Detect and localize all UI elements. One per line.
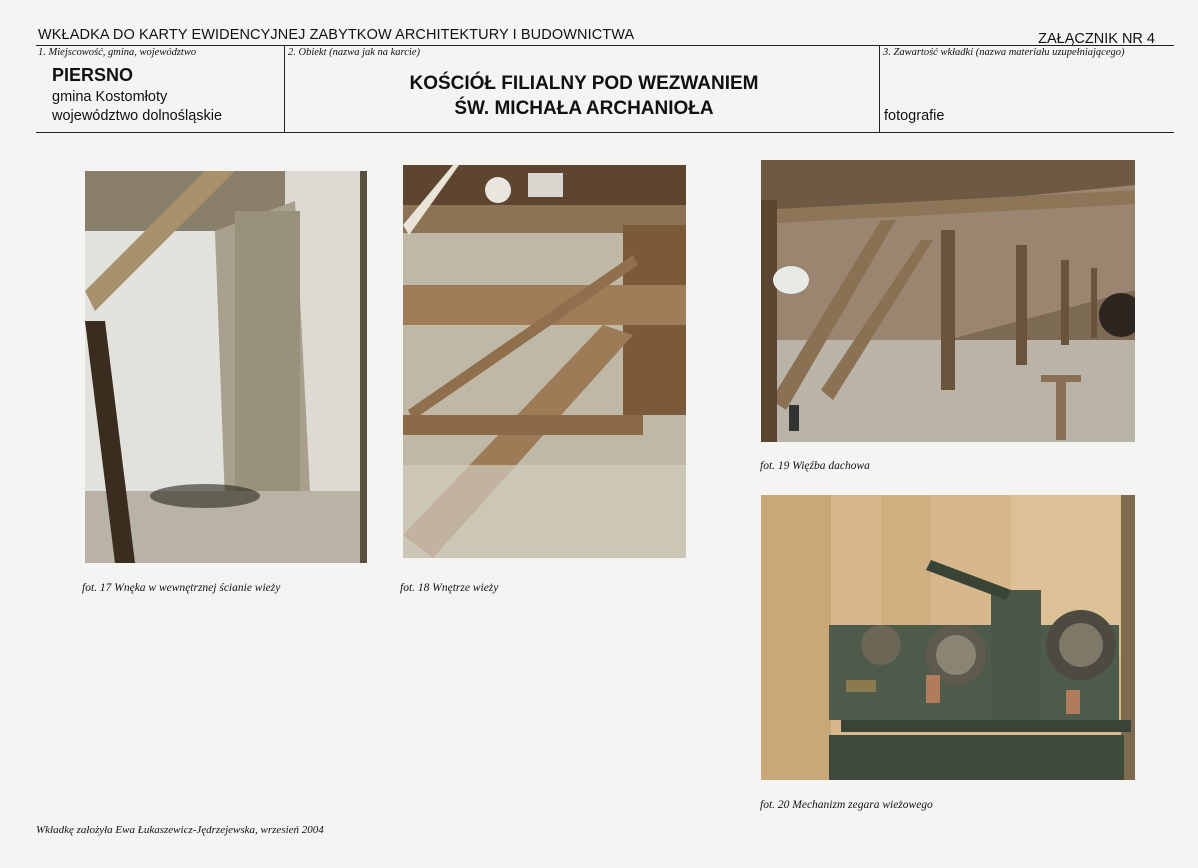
header-rule-top [36, 45, 1174, 46]
caption-photo-18: fot. 18 Wnętrze wieży [400, 582, 499, 594]
caption-photo-20: fot. 20 Mechanizm zegara wieżowego [760, 799, 933, 811]
annex-number: ZAŁĄCZNIK NR 4 [1038, 31, 1155, 47]
content-field-label: 3. Zawartość wkładki (nazwa materiału uzupełniającego) [883, 47, 1125, 58]
content-value: fotografie [884, 108, 945, 124]
commune-name: gmina Kostomłoty [52, 89, 168, 105]
photo-roof-truss [761, 160, 1135, 442]
photo-tower-wall-niche [85, 171, 367, 563]
voivodeship-name: województwo dolnośląskie [52, 108, 223, 124]
header-rule-bottom [36, 132, 1174, 133]
object-field-label: 2. Obiekt (nazwa jak na karcie) [288, 47, 420, 58]
photo-tower-interior [403, 165, 686, 558]
object-name-line2: ŚW. MICHAŁA ARCHANIOŁA [454, 98, 714, 119]
author-footer: Wkładkę założyła Ewa Łukaszewicz-Jędrzejewska, wrzesień 2004 [36, 824, 324, 836]
photo-tower-clock-mechanism [761, 495, 1135, 780]
location-field-label: 1. Miejscowość, gmina, województwo [38, 47, 197, 58]
object-name-line1: KOŚCIÓŁ FILIALNY POD WEZWANIEM [409, 73, 759, 94]
document-title: WKŁADKA DO KARTY EWIDENCYJNEJ ZABYTKOW ARCHITEKTURY I BUDOWNICTWA [38, 27, 635, 43]
caption-photo-17: fot. 17 Wnęka w wewnętrznej ścianie wieży [82, 582, 281, 594]
town-name: PIERSNO [52, 65, 134, 85]
caption-photo-19: fot. 19 Więźba dachowa [760, 460, 870, 472]
header-divider-1 [284, 46, 285, 132]
